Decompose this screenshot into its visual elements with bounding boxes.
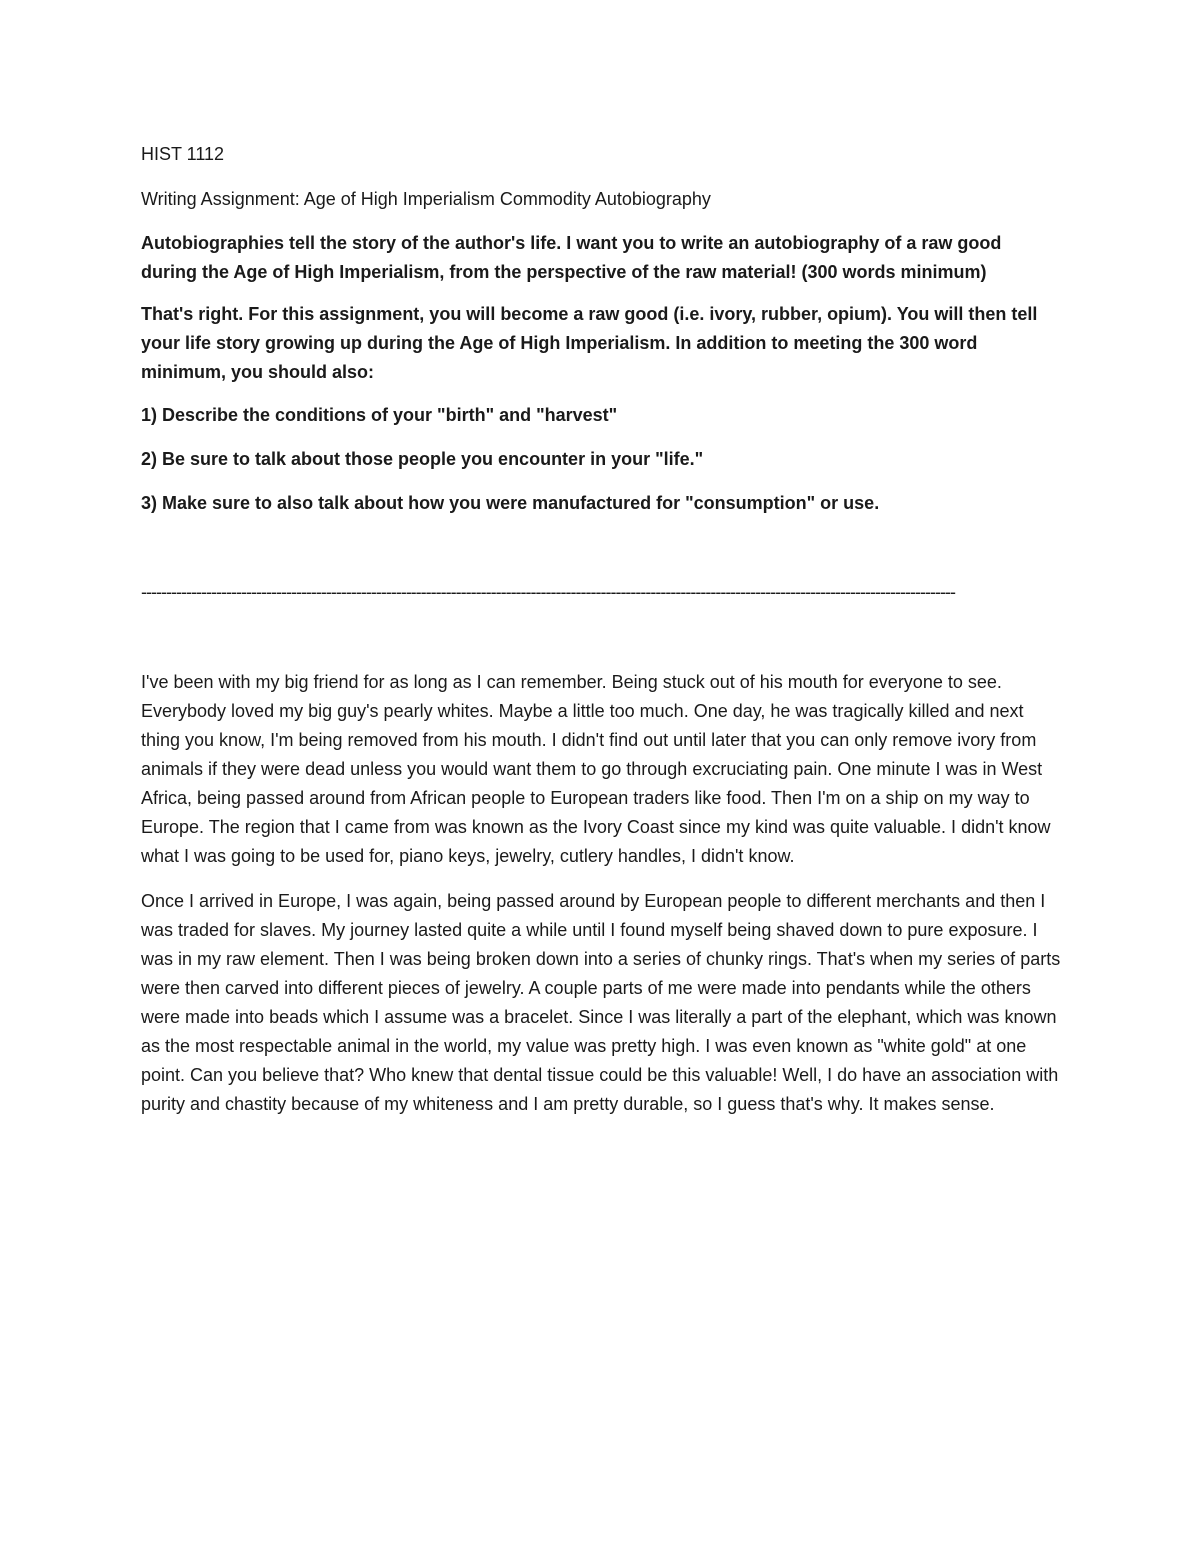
essay-paragraph-1: I've been with my big friend for as long as I can remember. Being stuck out of his mouth for everyone to see. Everybody loved my big guy's pearly whites. Maybe a little too much. One day, he was tragically killed and next thing you know, I'm being removed from his mouth. I didn't find out until later that you can only remove ivory from animals if they were dead unless you would want them to go through excruciating pain. One minute I was in West Africa, being passed around from African people to European traders like food. Then I'm on a ship on my way to Europe. The region that I came from was known as the Ivory Coast since my kind was quite valuable. I didn't know what I was going to be used for, piano keys, jewelry, cutlery handles, I didn't know.: [141, 672, 1051, 866]
assignment-title: Writing Assignment: Age of High Imperialism Commodity Autobiography: [141, 189, 711, 209]
essay-paragraph-2: Once I arrived in Europe, I was again, being passed around by European people to different merchants and then I was traded for slaves. My journey lasted quite a while until I found myself being shaved down to pure exposure. I was in my raw element. Then I was being broken down into a series of chunky rings. That's when my series of parts were then carved into different pieces of jewelry. A couple parts of me were made into pendants while the others were made into beads which I assume was a bracelet. Since I was literally a part of the elephant, which was known as the most respectable animal in the world, my value was pretty high. I was even known as "white gold" at one point. Can you believe that? Who knew that dental tissue could be this valuable! Well, I do have an association with purity and chastity because of my whiteness and I am pretty durable, so I guess that's why. It makes sense.: [141, 891, 1061, 1114]
instructions-details: That's right. For this assignment, you will become a raw good (i.e. ivory, rubber, opium). You will then tell your life story growing up during the Age of High Imperialism. In addition to meeting the 300 word minimum, you should also:: [141, 304, 1038, 382]
requirement-1: 1) Describe the conditions of your "birth" and "harvest": [141, 405, 618, 425]
essay-body: [141, 668, 1061, 1119]
section-divider: -------------------------------------------------------------------------------------------------------------------------------------------------------------------: [141, 582, 956, 602]
document-page: [141, 140, 1061, 518]
requirement-3: 3) Make sure to also talk about how you were manufactured for "consumption" or use.: [141, 493, 880, 513]
instructions-intro: Autobiographies tell the story of the author's life. I want you to write an autobiography of a raw good during the Age of High Imperialism, from the perspective of the raw material! (300 words minimum): [141, 233, 1002, 282]
course-code: HIST 1112: [141, 144, 225, 164]
requirement-2: 2) Be sure to talk about those people you encounter in your "life.": [141, 449, 704, 469]
